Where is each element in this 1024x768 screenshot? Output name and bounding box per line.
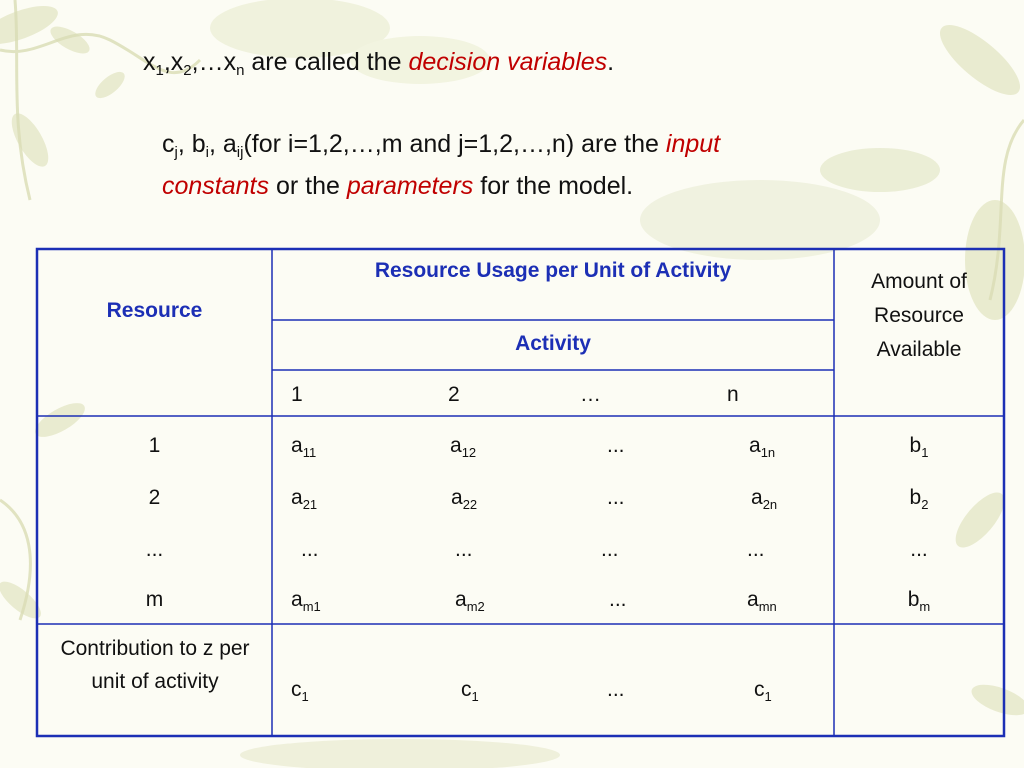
activity-header: Activity bbox=[515, 332, 591, 355]
amount-cell: $b_1$ bbox=[909, 434, 929, 460]
usage-cell: $a_{22}$ bbox=[451, 486, 478, 512]
contribution-cell: ... bbox=[607, 678, 625, 701]
usage-cell: ... bbox=[301, 538, 319, 561]
resource-row-label: m bbox=[145, 588, 164, 611]
usage-cell: ... bbox=[609, 588, 627, 611]
usage-cell: ... bbox=[747, 538, 765, 561]
decision-variables-sentence: $x_1,x_2,\dots x_n$ are called the decision variables. bbox=[143, 48, 615, 79]
amount-available-header: Amount of Resource Available bbox=[871, 270, 967, 361]
usage-cell: ... bbox=[607, 486, 625, 509]
usage-cell: $a_{m1}$ bbox=[291, 588, 321, 614]
resource-usage-header: Resource Usage per Unit of Activity bbox=[374, 259, 732, 282]
usage-cell: $a_{mn}$ bbox=[747, 588, 777, 614]
usage-cell: ... bbox=[455, 538, 473, 561]
activity-number-ellipsis: … bbox=[580, 383, 601, 406]
usage-cell: $a_{m2}$ bbox=[455, 588, 485, 614]
usage-cell: $a_{1n}$ bbox=[749, 434, 776, 460]
resource-row-label: 2 bbox=[148, 486, 161, 509]
decision-variables-term: decision variables bbox=[408, 48, 608, 76]
contribution-label: Contribution to z per unit of activity bbox=[60, 637, 250, 693]
resource-header: Resource bbox=[106, 299, 203, 322]
input-constants-sentence: $c_j$, $b_i$, $a_{ij}(for$ i=1,2,…,m and j=1,2,…,n) are the input bbox=[162, 130, 721, 161]
usage-cell: $a_{21}$ bbox=[291, 486, 318, 512]
contribution-cell: $c_1$ bbox=[291, 678, 309, 704]
parameters-sentence: constants or the parameters for the model. bbox=[162, 172, 634, 200]
activity-number-1: 1 bbox=[291, 383, 303, 406]
amount-cell: $b_2$ bbox=[909, 486, 929, 512]
parameters-term: parameters bbox=[346, 172, 474, 200]
resource-row-label: ... bbox=[145, 538, 164, 561]
usage-cell: $a_{2n}$ bbox=[751, 486, 778, 512]
activity-number-n: n bbox=[727, 383, 739, 406]
contribution-cell: $c_1$ bbox=[461, 678, 479, 704]
usage-cell: $a_{12}$ bbox=[450, 434, 477, 460]
resource-row-label: 1 bbox=[148, 434, 161, 457]
amount-cell: $b_m$ bbox=[907, 588, 931, 614]
usage-cell: ... bbox=[601, 538, 619, 561]
usage-cell: $a_{11}$ bbox=[291, 434, 317, 460]
amount-cell: ... bbox=[910, 538, 928, 561]
activity-number-2: 2 bbox=[448, 383, 460, 406]
input-term: input bbox=[665, 130, 721, 158]
usage-cell: ... bbox=[607, 434, 625, 457]
constants-term: constants bbox=[162, 172, 270, 200]
contribution-cell: $c_1$ bbox=[754, 678, 772, 704]
